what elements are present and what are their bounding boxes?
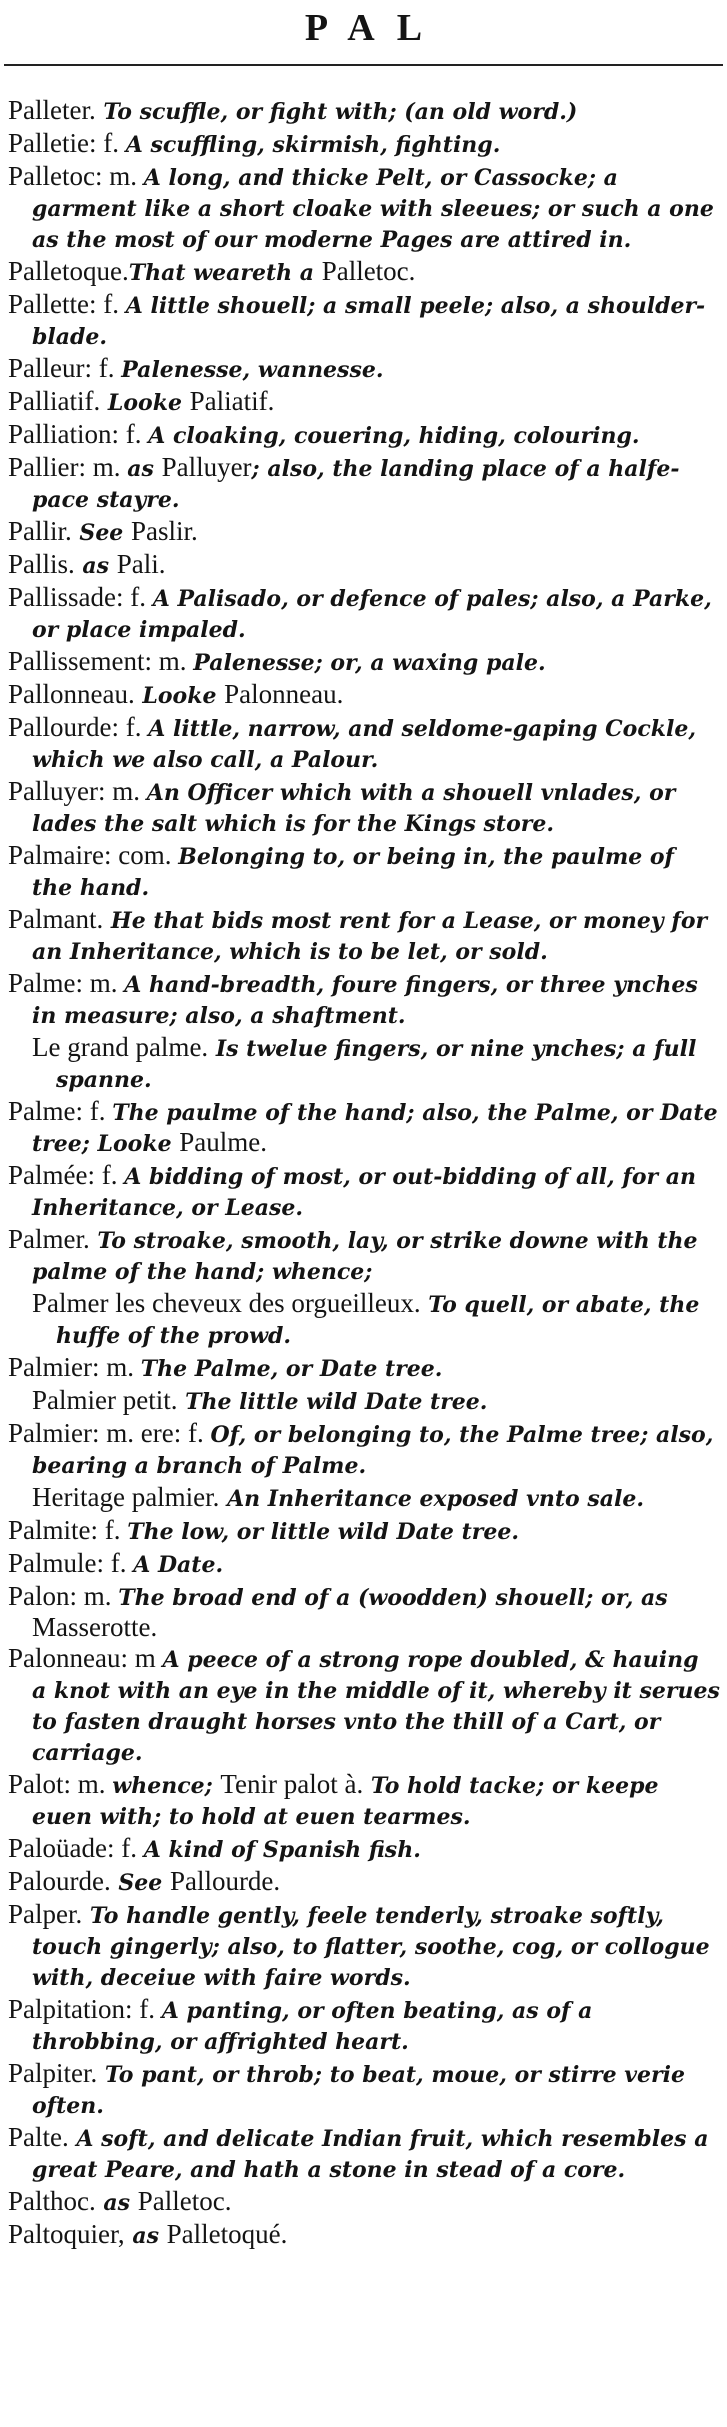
headword: Palpiter. (8, 2058, 98, 2088)
headword: Palmaire (8, 840, 104, 870)
headword: Pallir. (8, 516, 72, 546)
headword: Palonneau (8, 1643, 121, 1673)
definition: The Palme, or Date tree. (140, 1356, 443, 1382)
headword: Palletie (8, 128, 89, 158)
cross-reference: Paulme. (179, 1127, 267, 1157)
definition: A Date. (133, 1552, 224, 1578)
definition: A peece of a strong rope doubled, & hauing a knot with an eye in the middle of it, whereby it serues to fasten draught horses vnto the thill of a Cart, or carriage. (32, 1647, 720, 1766)
definition: The paulme of the hand; also, the Palme, or Date tree; Looke (32, 1100, 718, 1157)
definition: Looke (134, 683, 225, 709)
headword: Pallette (8, 289, 89, 319)
headword: Palletoque. (8, 256, 129, 286)
grammar-label: : f. (75, 1096, 113, 1126)
definition: A little shouell; a small peele; also, a shoulder-blade. (32, 293, 706, 350)
dictionary-entry (8, 905, 720, 967)
grammar-label: : m. (63, 1769, 113, 1799)
dictionary-entry (8, 2123, 720, 2185)
definition: Of, or belonging to, the Palme tree; also, bearing a branch of Palme. (32, 1422, 714, 1479)
dictionary-entry (8, 2059, 720, 2121)
sub-entry (8, 1033, 720, 1095)
dictionary-entry (8, 713, 720, 775)
dictionary-entry (8, 1770, 720, 1832)
definition: A Palisado, or defence of pales; also, a Parke, or place impaled. (32, 586, 712, 643)
grammar-label: : f. (106, 1833, 144, 1863)
headword: Palmée (8, 1160, 88, 1190)
headword: Pallier (8, 452, 79, 482)
definition: He that bids most rent for a Lease, or money for an Inheritance, which is to be let, or sold. (32, 908, 708, 965)
page-header (0, 0, 727, 60)
cross-reference: Tenir palot à. (220, 1769, 364, 1799)
headword: Pallissade (8, 582, 116, 612)
headword: Palletoc (8, 161, 95, 191)
headword: Palluyer (8, 776, 98, 806)
headword: Palmite (8, 1515, 91, 1545)
dictionary-entry (8, 1549, 720, 1580)
headword: Palon (8, 1581, 70, 1611)
headword: Pallissement (8, 646, 145, 676)
definition: An Officer which with a shouell vnlades, or lades the salt which is for the Kings store. (32, 780, 676, 837)
cross-reference: Masserotte. (32, 1612, 158, 1642)
definition: Palenesse; or, a waxing pale. (193, 650, 546, 676)
dictionary-entry (8, 2187, 720, 2218)
dictionary-entry (8, 550, 720, 581)
headword: Palthoc. (8, 2186, 96, 2216)
headword: Le grand palme. (32, 1032, 209, 1062)
headword: Palleter. (8, 95, 96, 125)
headword: Palliatif. (8, 386, 101, 416)
headword: Palte. (8, 2122, 69, 2152)
headword: Palper. (8, 1899, 83, 1929)
headword: Palmier (8, 1352, 92, 1382)
headword: Palmant. (8, 904, 104, 934)
definition: A hand-breadth, foure fingers, or three ynches in measure; also, a shaftment. (32, 972, 698, 1029)
headword: Paltoquier, (8, 2219, 125, 2249)
dictionary-entry (8, 420, 720, 451)
definition: To quell, or abate, the huffe of the prowd. (56, 1292, 700, 1349)
headword: Pallis. (8, 549, 75, 579)
definition: A panting, or often beating, as of a throbbing, or affrighted heart. (32, 1998, 593, 2055)
headword: Palmule (8, 1548, 97, 1578)
definition: A bidding of most, or out-bidding of all, for an Inheritance, or Lease. (32, 1164, 696, 1221)
definition: That weareth a (128, 260, 322, 286)
cross-reference: Palluyer (161, 452, 252, 482)
definition: Looke (100, 390, 190, 416)
definition: as (124, 2223, 167, 2249)
sub-entry (8, 1289, 720, 1351)
headword: Palmier (8, 1418, 92, 1448)
definition: The little wild Date tree. (177, 1389, 488, 1415)
entry-list (8, 96, 720, 2253)
grammar-label: : f. (87, 1160, 125, 1190)
dictionary-entry (8, 1419, 720, 1481)
grammar-label: : f. (116, 582, 153, 612)
grammar-label: : f. (111, 419, 149, 449)
headword: Palot (8, 1769, 64, 1799)
dictionary-entry (8, 387, 720, 418)
dictionary-entry (8, 647, 720, 678)
dictionary-entry (8, 1516, 720, 1547)
cross-reference: Pallourde. (169, 1866, 281, 1896)
headword: Pallourde (8, 712, 112, 742)
grammar-label: : m (120, 1643, 163, 1673)
grammar-label: : f. (96, 1548, 134, 1578)
definition: as (127, 456, 162, 482)
definition: A kind of Spanish fish. (143, 1837, 421, 1863)
definition: See (110, 1870, 170, 1896)
grammar-label: : m. ere: f. (91, 1418, 211, 1448)
headword: Palme (8, 968, 76, 998)
headword: Palleur (8, 353, 85, 383)
grammar-label: : m. (78, 452, 128, 482)
dictionary-entry (8, 96, 720, 127)
cross-reference: Palletoc. (137, 2186, 232, 2216)
headword: Palliation (8, 419, 112, 449)
grammar-label: : f. (84, 353, 122, 383)
dictionary-entry (8, 162, 720, 255)
grammar-label: : m. (69, 1581, 119, 1611)
definition: A little, narrow, and seldome-gaping Cockle, which we also call, a Palour. (32, 716, 696, 773)
definition: Palenesse, wannesse. (121, 357, 384, 383)
dictionary-entry (8, 129, 720, 160)
dictionary-entry (8, 290, 720, 352)
definition: The low, or little wild Date tree. (127, 1519, 519, 1545)
definition: as (95, 2190, 138, 2216)
headword: Palme (8, 1096, 76, 1126)
grammar-label: : f. (88, 289, 126, 319)
cross-reference: Palletoc. (321, 256, 416, 286)
sub-entry (8, 1483, 720, 1514)
grammar-label: : f. (111, 712, 149, 742)
cross-reference: Paliatif. (189, 386, 275, 416)
grammar-label: : f. (90, 1515, 128, 1545)
definition: To handle gently, feele tenderly, stroake softly, touch gingerly; also, to flatter, soothe, cog, or collogue with, deceiue with faire words. (32, 1903, 710, 1991)
dictionary-entry (8, 680, 720, 711)
dictionary-entry (8, 1353, 720, 1384)
cross-reference: Palonneau. (224, 679, 344, 709)
running-head: PAL (304, 7, 445, 49)
cross-reference: Pali. (116, 549, 166, 579)
definition: To stroake, smooth, lay, or strike downe with the palme of the hand; whence; (32, 1228, 698, 1285)
definition: A cloaking, couering, hiding, colouring. (148, 423, 640, 449)
dictionary-entry (8, 1161, 720, 1223)
sub-entry (8, 1386, 720, 1417)
headword: Palmer les cheveux des orgueilleux. (32, 1288, 421, 1318)
cross-reference: Paslir. (130, 516, 198, 546)
headword: Pallonneau. (8, 679, 135, 709)
headword: Palmer. (8, 1224, 90, 1254)
grammar-label: : m. (75, 968, 125, 998)
grammar-label: : com. (103, 840, 179, 870)
dictionary-entry (8, 1995, 720, 2057)
dictionary-entry (8, 1900, 720, 1993)
headword: Palpitation (8, 1994, 125, 2024)
dictionary-entry (8, 1867, 720, 1898)
definition: A long, and thicke Pelt, or Cassocke; a garment like a short cloake with sleeues; or such a one as the most of our moderne Pages are attired in. (32, 165, 714, 253)
definition: whence; (112, 1773, 221, 1799)
definition: A soft, and delicate Indian fruit, which resembles a great Peare, and hath a stone in stead of a core. (32, 2126, 709, 2183)
dictionary-entry (8, 453, 720, 515)
dictionary-entry (8, 841, 720, 903)
definition: Is twelue fingers, or nine ynches; a full spanne. (56, 1036, 697, 1093)
dictionary-entry (8, 517, 720, 548)
dictionary-entry (8, 1225, 720, 1287)
headword: Palmier petit. (32, 1385, 178, 1415)
dictionary-entry (8, 1582, 720, 1642)
definition: as (74, 553, 117, 579)
definition: Belonging to, or being in, the paulme of the hand. (32, 844, 675, 901)
dictionary-entry (8, 583, 720, 645)
dictionary-entry (8, 1097, 720, 1159)
dictionary-entry (8, 2220, 720, 2251)
header-rule (4, 64, 723, 66)
grammar-label: : f. (125, 1994, 162, 2024)
definition: To pant, or throb; to beat, moue, or stirre verie often. (32, 2062, 685, 2119)
grammar-label: : m. (91, 1352, 141, 1382)
dictionary-entry (8, 1644, 720, 1768)
definition: To hold tacke; or keepe euen with; to hold at euen tearmes. (32, 1773, 659, 1830)
headword: Palourde. (8, 1866, 111, 1896)
grammar-label: : m. (144, 646, 194, 676)
dictionary-entry (8, 354, 720, 385)
definition: A scuffling, skirmish, fighting. (125, 132, 501, 158)
dictionary-entry (8, 777, 720, 839)
dictionary-entry (8, 257, 720, 288)
grammar-label: : m. (94, 161, 144, 191)
definition: An Inheritance exposed vnto sale. (219, 1486, 645, 1512)
definition: The broad end of a (woodden) shouell; or, as (118, 1585, 668, 1611)
definition: See (71, 520, 131, 546)
definition: ; also, the landing place of a halfe-pace stayre. (32, 456, 680, 513)
dictionary-entry (8, 969, 720, 1031)
headword: Heritage palmier. (32, 1482, 220, 1512)
cross-reference: Palletoqué. (166, 2219, 288, 2249)
definition: To scuffle, or fight with; (an old word.) (95, 99, 578, 125)
dictionary-entry (8, 1834, 720, 1865)
grammar-label: : f. (88, 128, 126, 158)
headword: Paloüade (8, 1833, 107, 1863)
grammar-label: : m. (97, 776, 147, 806)
